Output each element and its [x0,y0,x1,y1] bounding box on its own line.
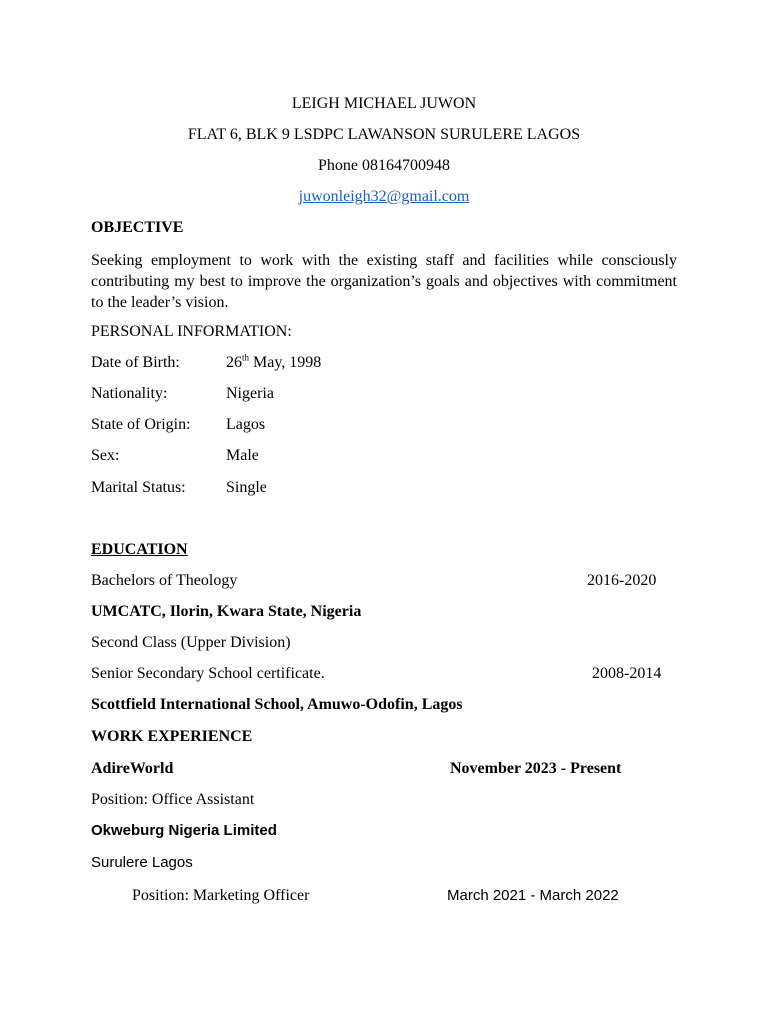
objective-heading: OBJECTIVE [91,219,184,236]
company-2-period: March 2021 - March 2022 [447,887,619,904]
education-heading: EDUCATION [91,541,188,558]
degree-years: 2016-2020 [587,572,657,589]
dob-value [226,353,321,373]
dob-suffix: th [242,352,250,363]
secondary-school-name: Scottfield International School, Amuwo-Odofin, Lagos [91,696,463,713]
company-1-period: November 2023 - Present [450,760,622,777]
secondary-years: 2008-2014 [592,665,662,682]
state-of-origin-value: Lagos [226,416,266,433]
company-2-position: Position: Marketing Officer [132,887,310,904]
email-line [0,187,768,207]
applicant-phone: Phone 08164700948 [318,157,450,174]
sex-label: Sex: [91,447,120,464]
sex-value: Male [226,447,259,464]
company-1-name: AdireWorld [91,760,174,777]
dob-label: Date of Birth: [91,354,180,371]
nationality-value: Nigeria [226,385,274,402]
state-of-origin-label: State of Origin: [91,416,191,433]
dob-rest: May, 1998 [249,354,322,371]
company-2-name: Okweburg Nigeria Limited [91,822,277,839]
institution-name: UMCATC, Ilorin, Kwara State, Nigeria [91,603,362,620]
work-experience-heading: WORK EXPERIENCE [91,728,253,745]
personal-info-heading: PERSONAL INFORMATION: [91,323,292,340]
company-1-position: Position: Office Assistant [91,791,255,808]
nationality-label: Nationality: [91,385,168,402]
marital-status-value: Single [226,479,267,496]
applicant-address: FLAT 6, BLK 9 LSDPC LAWANSON SURULERE LAGOS [187,126,581,143]
company-2-location: Surulere Lagos [91,854,193,871]
applicant-name: LEIGH MICHAEL JUWON [291,95,477,112]
secondary-certificate: Senior Secondary School certificate. [91,665,325,682]
objective-text: Seeking employment to work with the existing staff and facilities while consciously contributing my best to improve the organization’s goals and objectives with commitment to the leader’s vision. [91,252,677,311]
degree-grade: Second Class (Upper Division) [91,634,291,651]
degree-title: Bachelors of Theology [91,572,238,589]
dob-day: 26 [226,354,242,371]
email-link[interactable]: juwonleigh32@gmail.com [298,188,470,205]
marital-status-label: Marital Status: [91,479,186,496]
